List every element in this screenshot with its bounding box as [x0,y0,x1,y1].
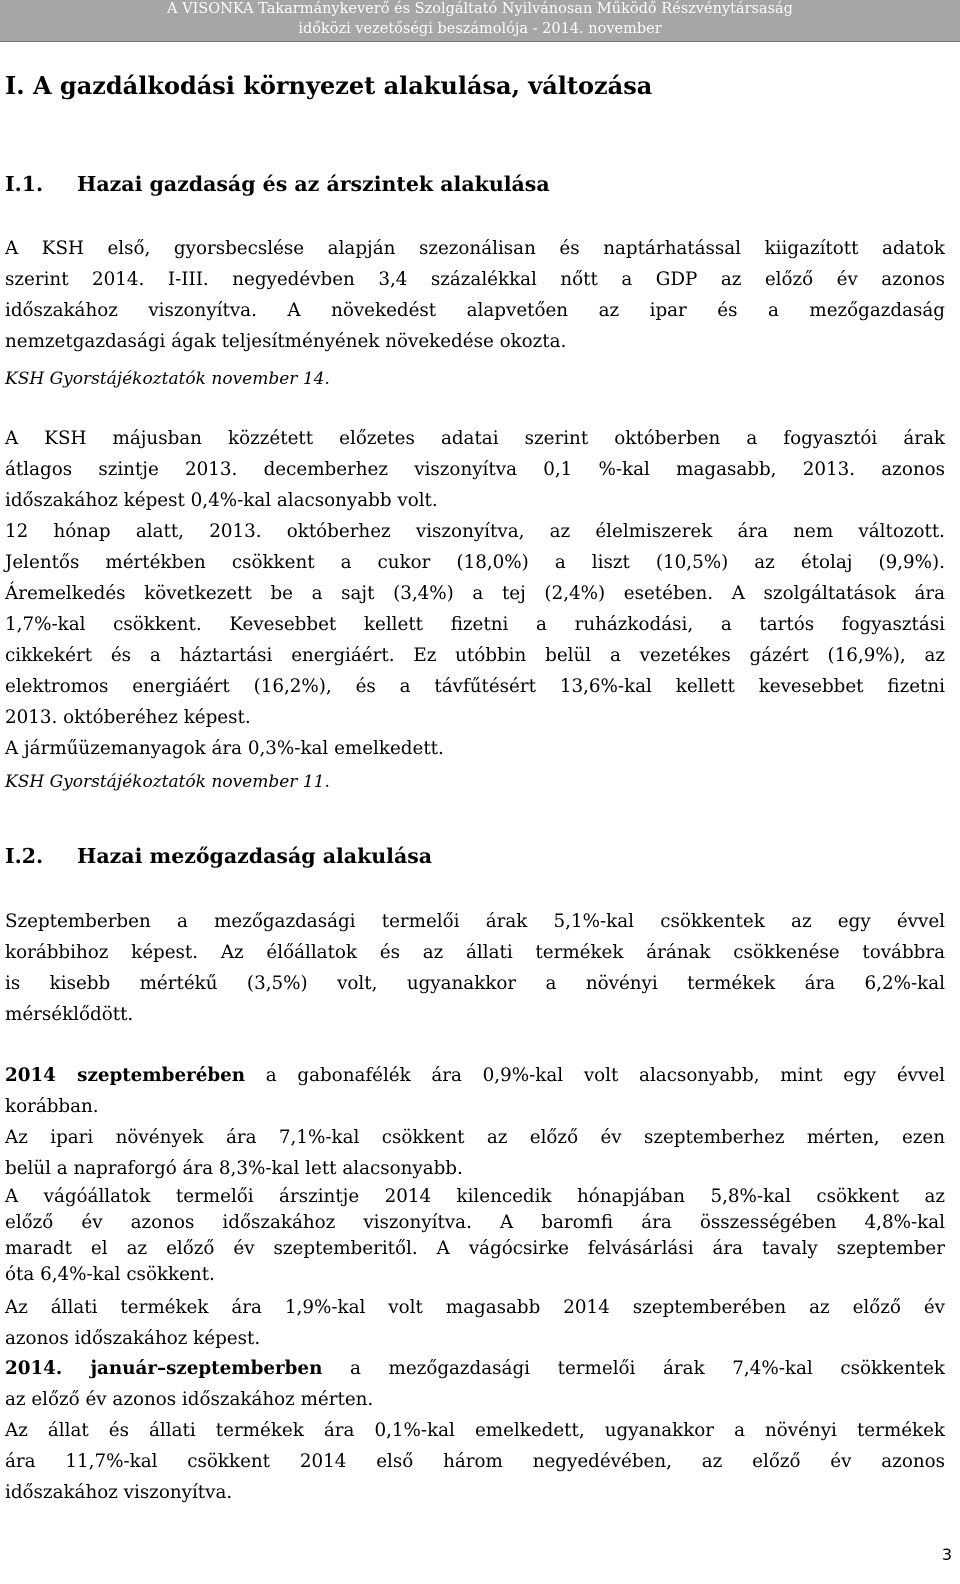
text-line: időszakához képest 0,4%-kal alacsonyabb volt. [5,490,438,511]
text-line: Az állat és állati termékek ára 0,1%-kal emelkedett, ugyanakkor a növényi termékek [5,1420,945,1441]
section-number: I.1. [5,172,44,196]
paragraph [5,1353,945,1415]
text-line: cikkekért és a háztartási energiáért. Ez utóbbin belül a vezetékes gázért (16,9%), az [5,645,945,666]
text-line: nemzetgazdasági ágak teljesítményének növekedése okozta. [5,331,567,352]
text-line: előző év azonos időszakához viszonyítva. A baromfi ára összességében 4,8%-kal [5,1212,945,1233]
paragraph [5,423,945,516]
text-line [5,1060,945,1091]
text-line: mérséklődött. [5,1004,134,1025]
text-line: korábbihoz képest. Az élőállatok és az állati termékek árának csökkenése továbbra [5,942,945,963]
section-title: Hazai mezőgazdaság alakulása [77,844,433,868]
section-title: Hazai gazdaság és az árszintek alakulása [77,172,550,196]
text-line: maradt el az előző év szeptemberitől. A vágócsirke felvásárlási ára tavaly szeptember [5,1238,945,1259]
page-number: 3 [941,1545,952,1564]
text-line: időszakához viszonyítva. A növekedést alapvetően az ipar és a mezőgazdaság [5,300,945,321]
paragraph [5,906,945,1030]
text-line: átlagos szintje 2013. decemberhez viszonyítva 0,1 %-kal magasabb, 2013. azonos [5,459,945,480]
section-heading-1 [5,172,550,196]
paragraph [5,1060,945,1184]
text-line: Áremelkedés következett be a sajt (3,4%) a tej (2,4%) esetében. A szolgáltatások ára [5,583,945,604]
text-line: elektromos energiáért (16,2%), és a távfűtésért 13,6%-kal kellett kevesebbet fizetni [5,676,945,697]
text-line: belül a napraforgó ára 8,3%-kal lett alacsonyabb. [5,1158,463,1179]
section-number: I.2. [5,844,44,868]
text-run: a gabonafélék ára 0,9%-kal volt alacsonyabb, mint egy évvel [245,1065,945,1086]
text-line: Jelentős mértékben csökkent a cukor (18,0%) a liszt (10,5%) az étolaj (9,9%). [5,552,945,573]
text-line: időszakához viszonyítva. [5,1482,233,1503]
section-heading-2 [5,844,432,868]
header-company-name: A VISONKA Takarmánykeverő és Szolgáltató Nyilvánosan Működő Részvénytársaság [167,1,793,17]
text-line: 2013. októberéhez képest. [5,707,251,728]
text-line: A KSH májusban közzétett előzetes adatai szerint októberben a fogyasztói árak [5,428,945,449]
text-line: Az állati termékek ára 1,9%-kal volt magasabb 2014 szeptemberében az előző év [5,1297,945,1318]
text-line: 1,7%-kal csökkent. Kevesebbet kellett fizetni a ruházkodási, a tartós fogyasztási [5,614,945,635]
text-run: a mezőgazdasági termelői árak 7,4%-kal csökkentek [322,1358,945,1379]
text-line [5,1353,945,1384]
bold-period: 2014. január–szeptemberben [5,1358,323,1379]
bold-date: 2014 szeptemberében [5,1065,246,1086]
text-line: Szeptemberben a mezőgazdasági termelői árak 5,1%-kal csökkentek az egy évvel [5,911,945,932]
paragraph [5,1415,945,1508]
chapter-title: I. A gazdálkodási környezet alakulása, változása [5,71,653,100]
text-line: A járműüzemanyagok ára 0,3%-kal emelkedett. [5,738,444,759]
text-line: A vágóállatok termelői árszintje 2014 kilencedik hónapjában 5,8%-kal csökkent az [5,1186,945,1207]
page-header [0,0,960,42]
text-line: korábban. [5,1096,99,1117]
text-line: óta 6,4%-kal csökkent. [5,1264,215,1285]
paragraph [5,516,945,764]
paragraph [5,233,945,357]
source-citation: KSH Gyorstájékoztatók november 11. [5,772,330,792]
header-report-title: időközi vezetőségi beszámolója - 2014. november [298,21,662,37]
source-citation: KSH Gyorstájékoztatók november 14. [5,369,330,389]
text-line: az előző év azonos időszakához mérten. [5,1389,374,1410]
text-line: is kisebb mértékű (3,5%) volt, ugyanakkor a növényi termékek ára 6,2%-kal [5,973,945,994]
text-line: Az ipari növények ára 7,1%-kal csökkent az előző év szeptemberhez mérten, ezen [5,1127,945,1148]
text-line: azonos időszakához képest. [5,1328,261,1349]
text-line: A KSH első, gyorsbecslése alapján szezonálisan és naptárhatással kiigazított adatok [5,238,945,259]
text-line: szerint 2014. I-III. negyedévben 3,4 százalékkal nőtt a GDP az előző év azonos [5,269,945,290]
text-line: ára 11,7%-kal csökkent 2014 első három negyedévében, az előző év azonos [5,1451,945,1472]
text-line: 12 hónap alatt, 2013. októberhez viszonyítva, az élelmiszerek ára nem változott. [5,521,945,542]
paragraph [5,1184,945,1288]
paragraph [5,1292,945,1354]
